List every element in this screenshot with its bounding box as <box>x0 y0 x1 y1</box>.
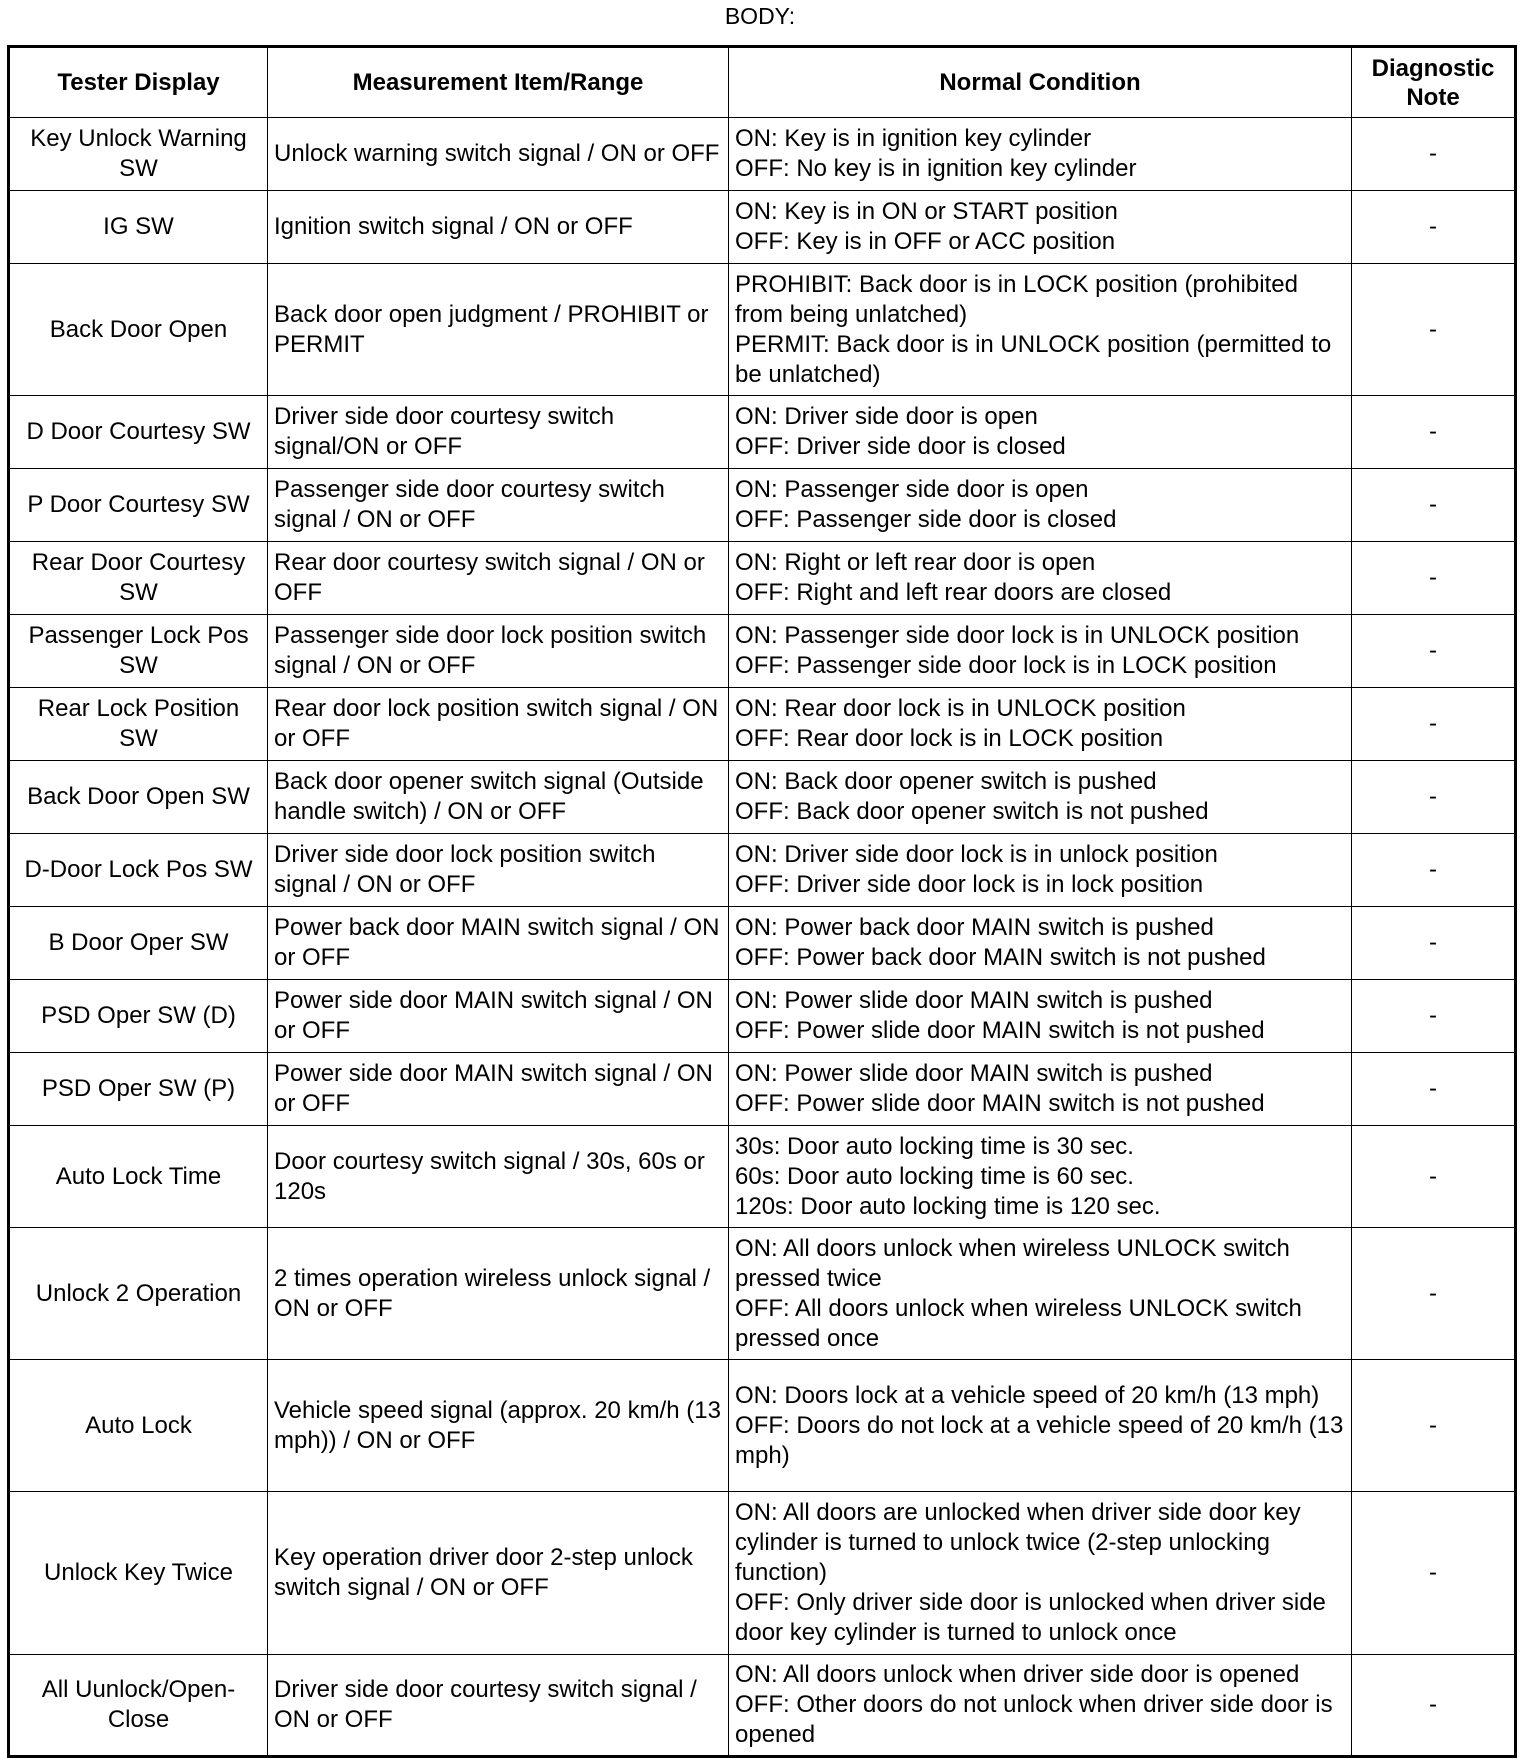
tester-display-cell: PSD Oper SW (D) <box>9 980 268 1053</box>
measurement-item-cell: Passenger side door courtesy switch signal / ON or OFF <box>268 469 729 542</box>
table-row <box>9 615 1516 688</box>
normal-condition-cell <box>729 1126 1352 1228</box>
diagnostic-note-cell: - <box>1352 469 1516 542</box>
normal-condition-cell <box>729 1228 1352 1360</box>
condition-line: OFF: Only driver side door is unlocked when driver side door key cylinder is turned to unlock once <box>735 1589 1326 1646</box>
measurement-item-cell: 2 times operation wireless unlock signal / ON or OFF <box>268 1228 729 1360</box>
condition-line: ON: Right or left rear door is open <box>735 549 1096 576</box>
measurement-item-cell: Door courtesy switch signal / 30s, 60s or 120s <box>268 1126 729 1228</box>
condition-line: OFF: Power slide door MAIN switch is not pushed <box>735 1090 1265 1117</box>
condition-line: OFF: Passenger side door is closed <box>735 506 1117 533</box>
measurement-item-cell: Back door opener switch signal (Outside handle switch) / ON or OFF <box>268 761 729 834</box>
condition-line: ON: All doors unlock when wireless UNLOCK switch pressed twice <box>735 1234 1290 1292</box>
diagnostic-note-cell: - <box>1352 615 1516 688</box>
normal-condition-cell <box>729 1053 1352 1126</box>
measurement-item-cell: Unlock warning switch signal / ON or OFF <box>268 118 729 191</box>
condition-line: ON: Key is in ON or START position <box>735 198 1118 225</box>
normal-condition-cell <box>729 118 1352 191</box>
condition-line: ON: Back door opener switch is pushed <box>735 768 1157 795</box>
tester-display-cell: IG SW <box>9 191 268 264</box>
table-row <box>9 264 1516 396</box>
normal-condition-cell <box>729 834 1352 907</box>
header-normal-condition: Normal Condition <box>729 47 1352 118</box>
tester-display-cell: Auto Lock <box>9 1360 268 1492</box>
measurement-item-cell: Back door open judgment / PROHIBIT or PERMIT <box>268 264 729 396</box>
normal-condition-cell <box>729 264 1352 396</box>
tester-display-cell: Unlock 2 Operation <box>9 1228 268 1360</box>
measurement-item-cell: Passenger side door lock position switch signal / ON or OFF <box>268 615 729 688</box>
diagnostic-note-cell: - <box>1352 980 1516 1053</box>
header-measurement-item: Measurement Item/Range <box>268 47 729 118</box>
normal-condition-cell <box>729 688 1352 761</box>
normal-condition-cell <box>729 1492 1352 1655</box>
diagnostic-note-cell: - <box>1352 834 1516 907</box>
diagnostic-note-cell: - <box>1352 688 1516 761</box>
measurement-item-cell: Vehicle speed signal (approx. 20 km/h (13 mph)) / ON or OFF <box>268 1360 729 1492</box>
measurement-item-cell: Rear door courtesy switch signal / ON or OFF <box>268 542 729 615</box>
table-row <box>9 191 1516 264</box>
tester-display-cell: D-Door Lock Pos SW <box>9 834 268 907</box>
diagnostic-note-cell: - <box>1352 191 1516 264</box>
condition-line: ON: Key is in ignition key cylinder <box>735 125 1092 152</box>
condition-line: ON: Driver side door is open <box>735 403 1038 430</box>
normal-condition-cell <box>729 1360 1352 1492</box>
normal-condition-cell <box>729 191 1352 264</box>
table-row <box>9 1655 1516 1757</box>
table-row <box>9 980 1516 1053</box>
tester-display-cell: Key Unlock Warning SW <box>9 118 268 191</box>
diagnostic-note-cell: - <box>1352 396 1516 469</box>
diagnostic-note-cell: - <box>1352 1228 1516 1360</box>
condition-line: OFF: Key is in OFF or ACC position <box>735 228 1116 255</box>
condition-line: OFF: Power back door MAIN switch is not pushed <box>735 944 1266 971</box>
diagnostic-note-cell: - <box>1352 1492 1516 1655</box>
table-row <box>9 688 1516 761</box>
normal-condition-cell <box>729 542 1352 615</box>
condition-line: PERMIT: Back door is in UNLOCK position (permitted to be unlatched) <box>735 330 1332 388</box>
tester-display-cell: D Door Courtesy SW <box>9 396 268 469</box>
table-caption: BODY: <box>724 3 796 29</box>
measurement-item-cell: Driver side door lock position switch signal / ON or OFF <box>268 834 729 907</box>
condition-line: ON: Driver side door lock is in unlock position <box>735 841 1218 868</box>
measurement-item-cell: Rear door lock position switch signal / ON or OFF <box>268 688 729 761</box>
condition-line: OFF: Right and left rear doors are closed <box>735 579 1172 606</box>
condition-line: ON: Doors lock at a vehicle speed of 20 km/h (13 mph) <box>735 1381 1320 1409</box>
table-row <box>9 118 1516 191</box>
measurement-item-cell: Power side door MAIN switch signal / ON or OFF <box>268 980 729 1053</box>
data-list-table <box>7 45 1517 1758</box>
normal-condition-cell <box>729 980 1352 1053</box>
normal-condition-cell <box>729 761 1352 834</box>
diagnostic-note-cell: - <box>1352 907 1516 980</box>
measurement-item-cell: Key operation driver door 2-step unlock switch signal / ON or OFF <box>268 1492 729 1655</box>
condition-line: OFF: Other doors do not unlock when driver side door is opened <box>735 1691 1333 1748</box>
diagnostic-note-cell: - <box>1352 1655 1516 1757</box>
condition-line: ON: All doors are unlocked when driver side door key cylinder is turned to unlock twice (2-step unlocking function) <box>735 1499 1301 1586</box>
tester-display-cell: Passenger Lock Pos SW <box>9 615 268 688</box>
table-row <box>9 396 1516 469</box>
condition-line: OFF: Power slide door MAIN switch is not pushed <box>735 1017 1265 1044</box>
measurement-item-cell: Driver side door courtesy switch signal / ON or OFF <box>268 1655 729 1757</box>
condition-line: OFF: Back door opener switch is not pushed <box>735 798 1209 825</box>
table-row <box>9 1053 1516 1126</box>
diagnostic-note-cell: - <box>1352 1126 1516 1228</box>
condition-line: PROHIBIT: Back door is in LOCK position (prohibited from being unlatched) <box>735 270 1298 328</box>
normal-condition-cell <box>729 469 1352 542</box>
tester-display-cell: Back Door Open SW <box>9 761 268 834</box>
tester-display-cell: PSD Oper SW (P) <box>9 1053 268 1126</box>
header-tester-display: Tester Display <box>9 47 268 118</box>
tester-display-cell: All Uunlock/Open-Close <box>9 1655 268 1757</box>
table-row <box>9 1228 1516 1360</box>
normal-condition-cell <box>729 396 1352 469</box>
diagnostic-note-cell: - <box>1352 1360 1516 1492</box>
normal-condition-cell <box>729 1655 1352 1757</box>
tester-display-cell: Rear Door Courtesy SW <box>9 542 268 615</box>
table-row <box>9 1360 1516 1492</box>
condition-line: OFF: Rear door lock is in LOCK position <box>735 725 1164 752</box>
tester-display-cell: B Door Oper SW <box>9 907 268 980</box>
table-row <box>9 1492 1516 1655</box>
condition-line: OFF: Passenger side door lock is in LOCK position <box>735 652 1277 679</box>
condition-line: ON: Passenger side door is open <box>735 476 1089 503</box>
measurement-item-cell: Power side door MAIN switch signal / ON or OFF <box>268 1053 729 1126</box>
condition-line: OFF: Driver side door lock is in lock position <box>735 871 1204 898</box>
diagnostic-note-cell: - <box>1352 264 1516 396</box>
normal-condition-cell <box>729 907 1352 980</box>
tester-display-cell: Rear Lock Position SW <box>9 688 268 761</box>
header-diagnostic-note: Diagnostic Note <box>1352 47 1516 118</box>
condition-line: ON: Passenger side door lock is in UNLOCK position <box>735 622 1300 649</box>
diagnostic-note-cell: - <box>1352 1053 1516 1126</box>
condition-line: 30s: Door auto locking time is 30 sec. <box>735 1132 1134 1160</box>
table-row <box>9 761 1516 834</box>
condition-line: ON: Power slide door MAIN switch is pushed <box>735 987 1213 1014</box>
diagnostic-note-cell: - <box>1352 542 1516 615</box>
measurement-item-cell: Ignition switch signal / ON or OFF <box>268 191 729 264</box>
condition-line: 120s: Door auto locking time is 120 sec. <box>735 1192 1161 1220</box>
condition-line: ON: Power slide door MAIN switch is pushed <box>735 1060 1213 1087</box>
condition-line: ON: Power back door MAIN switch is pushed <box>735 914 1214 941</box>
table-row <box>9 834 1516 907</box>
tester-display-cell: Unlock Key Twice <box>9 1492 268 1655</box>
table-row <box>9 542 1516 615</box>
condition-line: OFF: No key is in ignition key cylinder <box>735 155 1137 182</box>
diagnostic-note-cell: - <box>1352 761 1516 834</box>
tester-display-cell: Back Door Open <box>9 264 268 396</box>
condition-line: OFF: Doors do not lock at a vehicle speed of 20 km/h (13 mph) <box>735 1411 1344 1469</box>
condition-line: ON: Rear door lock is in UNLOCK position <box>735 695 1186 722</box>
condition-line: OFF: All doors unlock when wireless UNLOCK switch pressed once <box>735 1294 1302 1352</box>
diagnostic-note-cell: - <box>1352 118 1516 191</box>
table-row <box>9 1126 1516 1228</box>
header-row <box>9 47 1516 118</box>
condition-line: OFF: Driver side door is closed <box>735 433 1066 460</box>
tester-display-cell: P Door Courtesy SW <box>9 469 268 542</box>
measurement-item-cell: Power back door MAIN switch signal / ON or OFF <box>268 907 729 980</box>
condition-line: ON: All doors unlock when driver side door is opened <box>735 1661 1300 1688</box>
table-row <box>9 907 1516 980</box>
normal-condition-cell <box>729 615 1352 688</box>
condition-line: 60s: Door auto locking time is 60 sec. <box>735 1162 1134 1190</box>
table-row <box>9 469 1516 542</box>
tester-display-cell: Auto Lock Time <box>9 1126 268 1228</box>
measurement-item-cell: Driver side door courtesy switch signal/ON or OFF <box>268 396 729 469</box>
